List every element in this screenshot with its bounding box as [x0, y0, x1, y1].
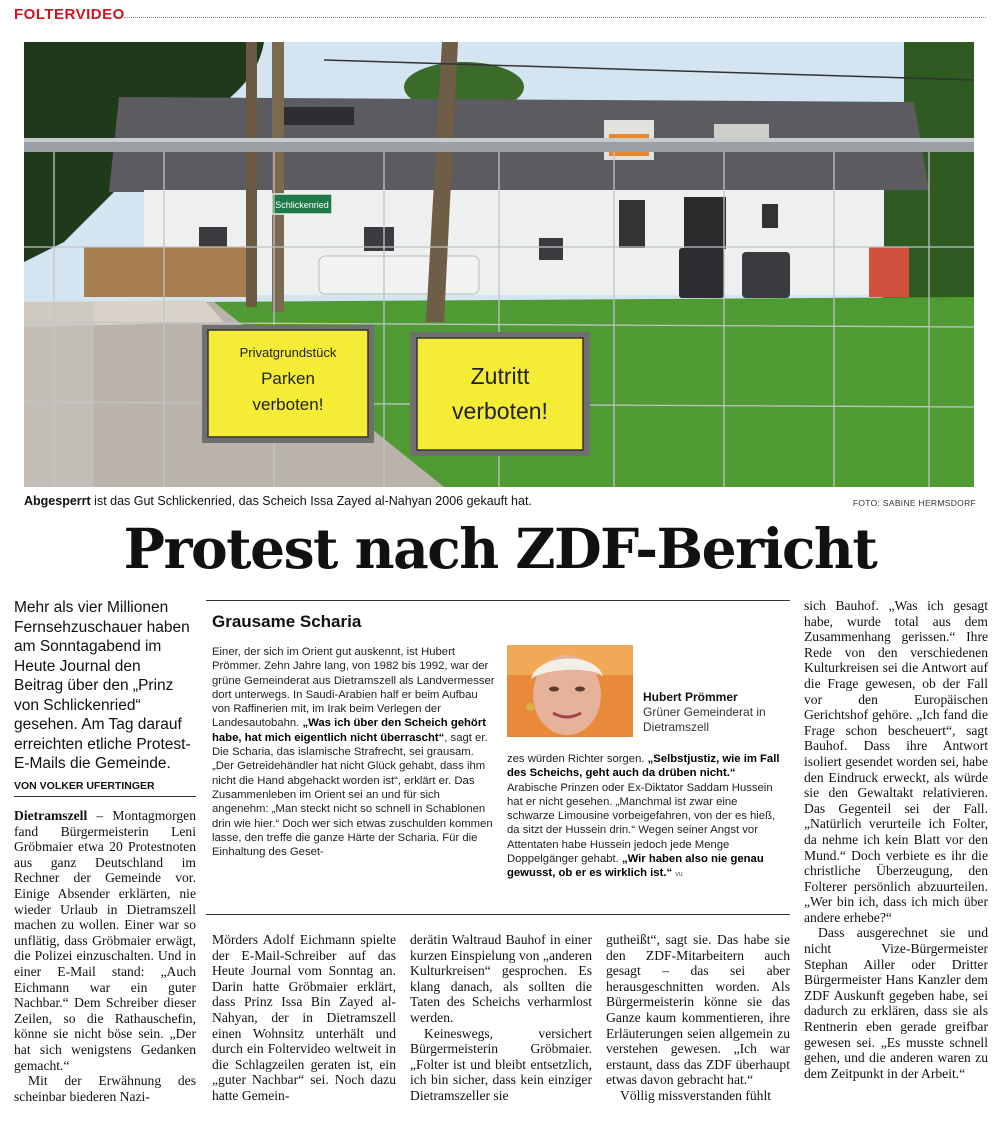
box-rule-top: [206, 600, 790, 601]
section-kicker: FOLTERVIDEO: [14, 6, 125, 23]
article-column-3: derätin Waltraud Bauhof in einer kurzen Einspielung von „anderen Kulturkreisen“ gesprochen. Es klang danach, als sollten die Taten des Scheichs verharmlost werden. Keineswegs, versichert Bürgermeisterin Gröbmaier. „Folter ist und bleibt entsetzlich, ich bin sicher, dass kein einziger Dietramszeller sie: [410, 932, 592, 1103]
box-column-a: Einer, der sich im Orient gut auskennt, ist Hubert Prömmer. Zehn Jahre lang, von 1982 bis 1992, war der grüne Gemeinderat aus Dietramszell als Landvermesser dort unterwegs. In Saudi-Arabien half er beim Aufbau von Raffinerien mit, im Irak beim Verlegen der Landesautobahn. „Was ich über den Scheich gehört habe, hat mich eigentlich nicht überrascht“, sagt er. Die Scharia, das islamische Strafrecht, sei grausam. „Der Getreidehändler hat nicht Glück gehabt, dass ihm nicht die Hand abgehackt worden ist“, erklärt er. Das Zusammenleben im Orient sei an und für sich angenehm: „Man steckt nicht so schnell in Schablonen drin wie hier.“ Doch wer sich etwas zuschulden kommen lasse, den treffe die ganze Härte der Scharia. Für die Einhaltung des Geset-: [212, 646, 495, 859]
dumpster: [742, 252, 790, 298]
svg-text:Privatgrundstück: Privatgrundstück: [239, 345, 337, 360]
wood-scaffold: [84, 247, 254, 297]
photo-caption: Abgesperrt ist das Gut Schlickenried, das Scheich Issa Zayed al-Nahyan 2006 gekauft hat.: [24, 494, 532, 508]
main-photo: [24, 42, 974, 487]
svg-text:verboten!: verboten!: [252, 395, 324, 414]
street-sign-text: Schlickenried: [275, 200, 329, 210]
portrait-name: Hubert Prömmer: [643, 690, 738, 704]
wooden-pole: [246, 42, 257, 307]
headline: Protest nach ZDF-Bericht: [123, 516, 877, 581]
svg-text:verboten!: verboten!: [452, 398, 548, 424]
box-headline: Grausame Scharia: [212, 612, 362, 631]
article-column-2: Mörders Adolf Eichmann spielte der E-Mail-Schreiber auf das Heute Journal vom Sonntag an. Darin hatte Gröbmaier erklärt, dass Prinz Issa Bin Zayed al-Nahyan, der in Dietramszell einen Wohnsitz unterhält und durch ein Foltervideo weltweit in die Schlagzeilen geraten ist, ein „guter Nachbar“ sei. Noch dazu hatte Gemein-: [212, 932, 396, 1103]
dumpster: [679, 248, 724, 298]
lead-paragraph: Mehr als vier Millionen Fernsehzuschauer haben am Sonntagabend im Heute Journal den Beitrag über den „Prinz von Schlickenried“ gesehen. Am Tag darauf erreichten etliche Protest-E-Mails die Gemeinde.: [14, 599, 191, 772]
box-column-b: zes würden Richter sorgen. „Selbstjustiz, wie im Fall des Scheichs, geht auch da drüben nicht.“ Arabische Prinzen oder Ex-Diktator Saddam Hussein hat er nicht gesehen. „Manchmal ist zwar eine schwarze Limousine vorbeigefahren, von der es hieß, da sitzt der Hussein drin.“ Wegen seiner Angst vor Attentaten habe Hussein jedoch jede Menge Doppelgänger gehabt. „Wir haben also nie genau gewusst, ob er es wirklich ist.“ vu: [507, 753, 780, 880]
author-initials: vu: [675, 871, 683, 879]
box-rule-bottom: [206, 914, 790, 915]
portrait-role: Grüner Gemeinderat in Dietramszell: [643, 705, 766, 734]
photo-credit: FOTO: SABINE HERMSDORF: [852, 498, 976, 508]
kicker-dotted-rule: [124, 17, 986, 18]
article-column-5: sich Bauhof. „Was ich gesagt habe, wurde total aus dem Zusammenhang gerissen.“ Ihre Rede von den verschiedenen Kulturkreisen sei die Antwort auf die Frage gewesen, ob der Fall vor den Europäischen Gerichtshof gehöre. „Ich fand die Frage schon bescheuert“, sagt Bauhof. Dass ihre Antwort isoliert gesendet worden sei, habe den Eindruck erweckt, als würde sie den Gewaltakt relativieren. Das Gegenteil sei der Fall. „Natürlich verurteile ich Folter, da nehme ich kein Blatt vor den Mund.“ Doch verbiete es ihr die christliche Überzeugung, den Folterer persönlich abzuurteilen. „Wer bin ich, dass ich mich über andere erhebe?“ Dass ausgerechnet sie und nicht Vize-Bürgermeister Stephan Ailler oder Dritter Bürgermeister Hans Kanzler dem ZDF Auskunft gegeben habe, sei dadurch zu erklären, dass sie als Rentnerin eben gerade greifbar gewesen sei. „Es musste schnell gehen, und die anderen waren zu dem Zeitpunkt in der Arbeit.“: [804, 598, 988, 1081]
portrait-photo: [507, 645, 633, 737]
svg-text:Zutritt: Zutritt: [470, 363, 530, 389]
white-van: [319, 256, 479, 294]
svg-text:Parken: Parken: [261, 369, 315, 388]
earring: [526, 703, 534, 711]
byline: VON VOLKER UFERTINGER: [14, 780, 196, 797]
dateline: Dietramszell: [14, 808, 88, 823]
sign-no-entry: [417, 338, 583, 450]
article-column-1: Dietramszell – Montagmorgen fand Bürgermeisterin Leni Gröbmaier etwa 20 Protestnoten aus ganz Deutschland im Rechner der Gemeinde vor. Einige Absender erklärten, nie wieder Urlaub in Dietramszell machen zu wollen. Einer war so unflätig, dass Gröbmaier erwägt, die Polizei einzuschalten. Und in einer E-Mail stand: „Auch Eichmann war ein guter Nachbar.“ Dem Schreiber dieser Zeilen, so die Rathauschefin, könne sie nicht böse sein. „Der hat sich wenigstens Gedanken gemacht.“ Mit der Erwähnung des scheinbar biederen Nazi-: [14, 808, 196, 1104]
article-column-4: gutheißt“, sagt sie. Das habe sie den ZDF-Mitarbeitern auch gesagt – das sei aber herausgeschnitten worden. Als Bürgermeisterin könne sie das Ganze kaum kommentieren, ihre Erläuterungen seien allgemein zu verstehen gewesen. „Ich war erstaunt, dass das ZDF überhaupt etwas davon gebracht hat.“ Völlig missverstanden fühlt: [606, 932, 790, 1103]
